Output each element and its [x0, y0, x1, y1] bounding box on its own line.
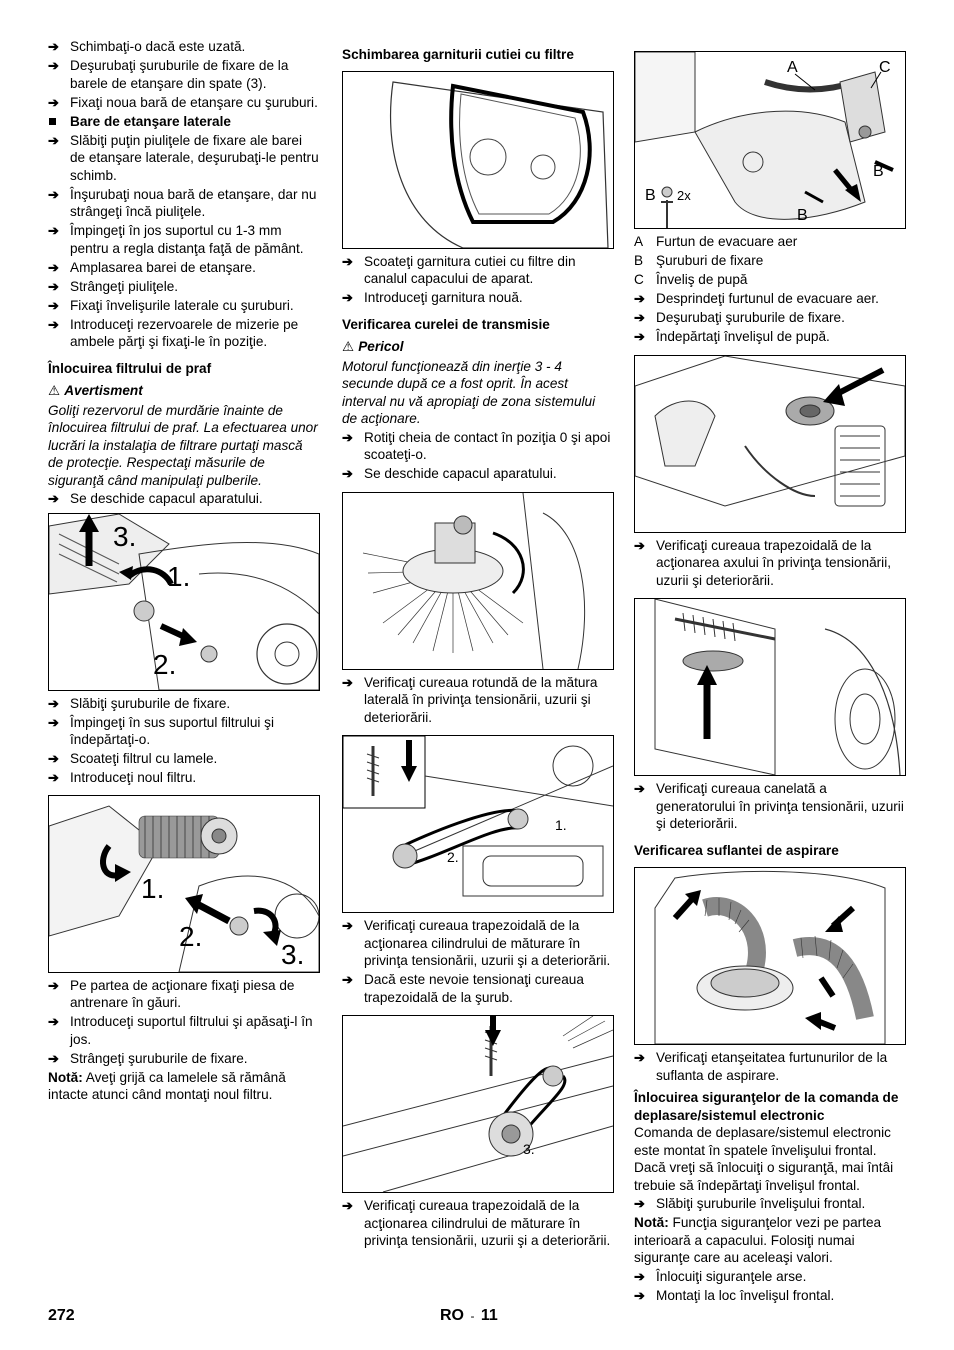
- step: ➔ Dacă este nevoie tensionaţi cureaua trapezoidală de la şurub.: [342, 972, 584, 1005]
- page-language-footer: [440, 1307, 498, 1326]
- figure-filter-removal: [48, 513, 320, 691]
- square-bullet-icon: [49, 118, 56, 125]
- arrow-right-icon: ➔: [48, 297, 59, 313]
- section-heading: Verificarea suflantei de aspirare: [634, 842, 839, 858]
- step: ➔ Verificaţi cureaua trapezoidală de la acţionarea axului în privinţa tensionării, uzurii şi deteriorării.: [634, 537, 892, 588]
- legend-item: C Înveliş de pupă: [634, 272, 748, 287]
- figure-filter-install: [48, 795, 320, 973]
- filter-removal-illustration: [49, 514, 319, 690]
- arrow-right-icon: ➔: [634, 1050, 645, 1065]
- figure-label: 1.: [555, 817, 567, 833]
- figure-label: C: [879, 59, 891, 76]
- side-broom-belt-illustration: [343, 493, 613, 669]
- legend-item: B Şuruburi de fixare: [634, 253, 764, 268]
- figure-label: B: [873, 163, 884, 180]
- step: ➔ Se deschide capacul aparatului.: [48, 491, 263, 506]
- step: ➔ Scoateţi filtrul cu lamele.: [48, 751, 218, 766]
- arrow-right-icon: ➔: [48, 278, 59, 294]
- arrow-right-icon: ➔: [48, 714, 59, 730]
- figure-label: 3.: [523, 1141, 535, 1157]
- arrow-right-icon: ➔: [48, 751, 59, 766]
- figure-label: B: [797, 207, 808, 224]
- arrow-right-icon: ➔: [48, 977, 59, 993]
- figure-label: 2.: [179, 920, 203, 952]
- arrow-right-icon: ➔: [48, 39, 59, 54]
- arrow-right-icon: ➔: [48, 259, 59, 275]
- step: ➔ Deşurubaţi şuruburile de fixare.: [634, 310, 845, 325]
- figure-label: 1.: [141, 872, 165, 904]
- arrow-right-icon: ➔: [48, 770, 59, 785]
- step: ➔ Slăbiţi şuruburile de fixare.: [48, 695, 231, 711]
- arrow-right-icon: ➔: [634, 291, 645, 306]
- tension-screw-illustration: [343, 1016, 613, 1192]
- arrow-right-icon: ➔: [48, 1014, 59, 1029]
- step: ➔ Verificaţi cureaua rotundă de la mătura laterală în privinţa tensionării, uzurii şi deteriorării.: [342, 674, 598, 725]
- note: Notă: Aveţi grijă ca lamelele să rămână intacte atunci când montaţi noul filtru.: [48, 1069, 286, 1102]
- arrow-right-icon: ➔: [634, 1196, 645, 1211]
- section-heading: Verificarea curelei de transmisie: [342, 316, 550, 332]
- warning-title: ⚠ Avertisment: [48, 383, 143, 398]
- axle-v-belt-illustration: [635, 356, 905, 532]
- arrow-right-icon: ➔: [48, 58, 59, 73]
- figure-label: 3.: [281, 938, 305, 970]
- paragraph: Comanda de deplasare/sistemul electronic este montat în spatele învelişului frontal. Dacă vreţi să înlocuiţi o siguranţă, mai întâi trebuie să îndepărtaţi învelişul frontal.: [634, 1125, 894, 1193]
- step: ➔ Pe partea de acţionare fixaţi piesa de antrenare în găuri.: [48, 977, 295, 1010]
- step: ➔ Schimbaţi-o dacă este uzată.: [48, 39, 246, 54]
- arrow-right-icon: ➔: [342, 1198, 353, 1213]
- column-3: [634, 38, 906, 1306]
- arrow-right-icon: ➔: [634, 329, 645, 344]
- arrow-right-icon: ➔: [48, 695, 59, 711]
- step: ➔ Scoateţi garnitura cutiei cu filtre din canalul capacului de aparat.: [342, 253, 576, 286]
- step: ➔ Verificaţi cureaua canelată a generatorului în privinţa tensionării, uzurii şi deteriorării.: [634, 781, 904, 831]
- step: ➔ Împingeţi în sus suportul filtrului şi îndepărtaţi-o.: [48, 714, 274, 747]
- arrow-right-icon: ➔: [634, 781, 645, 796]
- figure-suction-blower: [634, 867, 906, 1045]
- arrow-right-icon: ➔: [48, 1050, 59, 1066]
- bullet-heading: Bare de etanşare laterale: [48, 113, 320, 131]
- figure-roller-v-belt: [342, 735, 614, 913]
- generator-belt-illustration: [635, 599, 905, 775]
- figure-label: B: [645, 187, 656, 204]
- note: Notă: Funcţia siguranţelor vezi pe partea interioară a capacului. Folosiţi numai siguranţe care au aceleaşi valori.: [634, 1215, 882, 1265]
- section-heading: Schimbarea garniturii cutiei cu filtre: [342, 47, 574, 62]
- step: ➔ Înşurubaţi noua bară de etanşare, dar nu strângeţi încă piuliţele.: [48, 186, 317, 219]
- arrow-right-icon: ➔: [634, 1287, 645, 1303]
- warning-triangle-icon: ⚠: [48, 383, 61, 398]
- figure-label: 2.: [447, 849, 459, 865]
- arrow-right-icon: ➔: [48, 132, 59, 148]
- step: ➔ Împingeţi în jos suportul cu 1-3 mm pentru a regla distanţa faţă de pământ.: [48, 223, 304, 256]
- step: ➔ Fixaţi învelişurile laterale cu şuruburi.: [48, 297, 294, 313]
- step: ➔ Introduceţi garnitura nouă.: [342, 290, 523, 305]
- step: ➔ Introduceţi rezervoarele de mizerie pe ambele părţi şi fixaţi-le în poziţie.: [48, 316, 299, 349]
- suction-blower-illustration: [635, 868, 905, 1044]
- warning-triangle-icon: ⚠: [342, 339, 355, 354]
- figure-axle-v-belt: [634, 355, 906, 533]
- arrow-right-icon: ➔: [634, 1268, 645, 1284]
- arrow-right-icon: ➔: [48, 491, 59, 506]
- step: ➔ Slăbiţi şuruburile învelişului frontal.: [634, 1196, 866, 1211]
- section-heading: Înlocuirea filtrului de praf: [48, 360, 212, 376]
- figure-generator-belt: [634, 598, 906, 776]
- language-code: RO: [440, 1307, 464, 1324]
- arrow-right-icon: ➔: [48, 316, 59, 332]
- step: ➔ Verificaţi cureaua trapezoidală de la acţionarea cilindrului de măturare în privinţa tensionării, uzurii şi a deteriorării.: [342, 1198, 611, 1248]
- arrow-right-icon: ➔: [48, 94, 59, 110]
- step: ➔ Fixaţi noua bară de etanşare cu şuruburi.: [48, 94, 318, 110]
- arrow-right-icon: ➔: [342, 972, 353, 987]
- page-number: 272: [48, 1307, 75, 1324]
- danger-title: ⚠ Pericol: [342, 339, 404, 354]
- column-2: [342, 38, 614, 1251]
- step: ➔ Montaţi la loc învelişul frontal.: [634, 1287, 835, 1303]
- arrow-right-icon: ➔: [634, 310, 645, 325]
- step: ➔ Strângeţi piuliţele.: [48, 278, 179, 294]
- step: ➔ Îndepărtaţi învelişul de pupă.: [634, 329, 830, 344]
- filter-install-illustration: [49, 796, 319, 972]
- arrow-right-icon: ➔: [342, 466, 353, 481]
- step: ➔ Verificaţi cureaua trapezoidală de la acţionarea cilindrului de măturare în privinţa tensionării, uzurii şi a deteriorării.: [342, 918, 611, 968]
- rear-cover-illustration: [635, 52, 905, 228]
- step: ➔ Strângeţi şuruburile de fixare.: [48, 1050, 248, 1066]
- step: ➔ Verificaţi etanşeitatea furtunurilor de la suflanta de aspirare.: [634, 1050, 888, 1083]
- sub-page-number: 11: [480, 1307, 498, 1324]
- step: ➔ Desprindeţi furtunul de evacuare aer.: [634, 291, 879, 306]
- figure-label: 3.: [113, 520, 137, 552]
- step: ➔ Deşurubaţi şuruburile de fixare de la barele de etanşare din spate (3).: [48, 58, 289, 91]
- step: ➔ Rotiţi cheia de contact în poziţia 0 şi apoi scoateţi-o.: [342, 429, 611, 462]
- arrow-right-icon: ➔: [342, 918, 353, 933]
- figure-filter-box-gasket: [342, 71, 614, 249]
- arrow-right-icon: ➔: [48, 186, 59, 202]
- roller-v-belt-illustration: [343, 736, 613, 912]
- column-1: [48, 38, 320, 1105]
- arrow-right-icon: ➔: [342, 253, 353, 269]
- arrow-right-icon: ➔: [342, 290, 353, 305]
- section-heading: Înlocuirea siguranţelor de la comanda de deplasare/sistemul electronic: [634, 1090, 899, 1123]
- figure-label: 2x: [677, 188, 691, 203]
- step: ➔ Slăbiţi puţin piuliţele de fixare ale barei de etanşare laterale, deşurubaţi-le pentru schimb.: [48, 132, 319, 183]
- step: ➔ Se deschide capacul aparatului.: [342, 466, 557, 481]
- arrow-right-icon: ➔: [342, 429, 353, 445]
- step: ➔ Înlocuiţi siguranţele arse.: [634, 1268, 807, 1284]
- figure-rear-cover: [634, 51, 906, 229]
- step: ➔ Introduceţi suportul filtrului şi apăsaţi-l în jos.: [48, 1014, 313, 1047]
- figure-side-broom-belt: [342, 492, 614, 670]
- figure-label: 1.: [167, 560, 191, 592]
- arrow-right-icon: ➔: [342, 674, 353, 690]
- filter-box-gasket-illustration: [343, 72, 613, 248]
- figure-label: A: [787, 59, 798, 76]
- figure-label: 2.: [153, 648, 177, 680]
- arrow-right-icon: ➔: [634, 537, 645, 553]
- footer-dash: -: [470, 1309, 475, 1323]
- arrow-right-icon: ➔: [48, 223, 59, 238]
- figure-tension-screw: [342, 1015, 614, 1193]
- legend-item: A Furtun de evacuare aer: [634, 234, 798, 249]
- warning-text: Goliţi rezervorul de murdărie înainte de înlocuirea filtrului de praf. La efectuarea unor lucrări la instalaţia de filtrare purtaţi mască de protecţie. Respectaţi măsurile de siguranţă când manipulaţi pulberile.: [48, 402, 318, 488]
- danger-text: Motorul funcţionează din inerţie 3 - 4 secunde după ce a fost oprit. În acest interval nu vă apropiaţi de zona sistemului de acţionare.: [342, 358, 596, 426]
- step: ➔ Introduceţi noul filtru.: [48, 770, 197, 785]
- step: ➔ Amplasarea barei de etanşare.: [48, 259, 256, 275]
